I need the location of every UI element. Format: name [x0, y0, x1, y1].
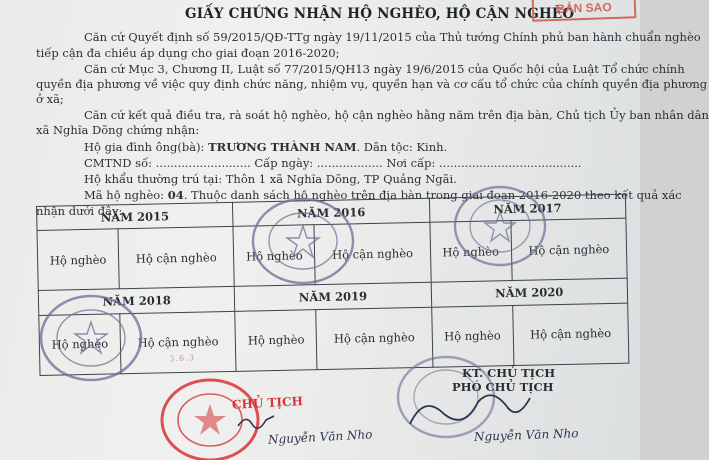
household-code-value: 04	[167, 188, 184, 202]
cell-2017-poor: Hộ nghèo	[430, 221, 512, 283]
household-code-line-2: nhận dưới đây:	[36, 204, 123, 218]
household-head-line	[84, 140, 447, 154]
right-signer-title-1: KT. CHỦ TỊCH	[462, 366, 556, 380]
cell-2015-poor: Hộ nghèo	[37, 229, 119, 291]
left-signature	[236, 412, 276, 432]
right-signature	[404, 384, 534, 430]
preamble-line-7: xã Nghĩa Dõng chứng nhận:	[36, 123, 200, 137]
seal-2018	[36, 292, 146, 384]
copy-stamp: BẢN SAO	[532, 0, 637, 22]
cell-2015-near-poor: Hộ cận nghèo	[118, 227, 235, 290]
preamble-line-4: quyền địa phương về việc quy định chức năng, nhiệm vụ, quyền hạn và cơ cấu tổ chức của chính quyền địa phương	[36, 77, 708, 91]
cell-2019-poor: Hộ nghèo	[235, 309, 317, 371]
right-signer-title-2: PHÓ CHỦ TỊCH	[452, 380, 554, 394]
seal-2016	[248, 196, 358, 286]
cell-2018-poor: Hộ nghèo	[39, 314, 121, 376]
year-2015-header: NĂM 2015	[37, 202, 234, 230]
household-ethnicity: . Dân tộc: Kinh.	[356, 140, 448, 154]
cell-2020-near-poor: Hộ cận nghèo	[512, 303, 629, 366]
preamble-line-6: Căn cứ kết quả điều tra, rà soát hộ nghèo, hộ cận nghèo hằng năm trên địa bàn, Chủ tịch Ủy ban nhân dân	[84, 108, 709, 122]
year-2019-header: NĂM 2019	[235, 283, 432, 311]
residence-line: Hộ khẩu thường trú tại: Thôn 1 xã Nghĩa Dõng, TP Quảng Ngãi.	[84, 172, 457, 186]
cell-2019-near-poor: Hộ cận nghèo	[316, 307, 433, 370]
year-2018-header: NĂM 2018	[38, 287, 235, 315]
preamble-line-2: tiếp cận đa chiều áp dụng cho giai đoạn 2016-2020;	[36, 46, 340, 60]
year-2017-header: NĂM 2017	[429, 194, 626, 222]
cell-2018-near-poor: Hộ cận nghèo	[120, 311, 237, 374]
seal-2017	[450, 184, 550, 268]
id-card-line: CMTND số: .......................... Cấp ngày: .................. Nơi cấp: .......................................	[84, 156, 582, 170]
cell-2020-poor: Hộ nghèo	[431, 305, 513, 367]
left-signer-title: CHỦ TỊCH	[231, 394, 304, 412]
left-signer-name: Nguyễn Văn Nho	[267, 427, 373, 447]
preamble-line-1: Căn cứ Quyết định số 59/2015/QĐ-TTg ngày 19/11/2015 của Thủ tướng Chính phủ ban hành chuẩn nghèo	[84, 30, 701, 44]
cell-2017-near-poor: Hộ cận nghèo	[511, 218, 628, 281]
year-2020-header: NĂM 2020	[431, 279, 628, 307]
preamble-line-3: Căn cứ Mục 3, Chương II, Luật số 77/2015/QH13 ngày 19/6/2015 của Quốc hội của Luật Tổ chức chính	[84, 62, 685, 76]
household-code-rest: . Thuộc danh sách hộ nghèo trên địa bàn trong giai đoạn 2016-2020 theo kết quả xác	[183, 188, 682, 202]
cell-2016-near-poor: Hộ cận nghèo	[314, 223, 431, 286]
date-stamp: 3.6.3	[169, 353, 196, 364]
cell-2016-poor: Hộ nghèo	[233, 225, 315, 287]
right-signer-name: Nguyễn Văn Nho	[473, 426, 579, 444]
household-head-label: Hộ gia đình ông(bà):	[84, 140, 209, 154]
year-2016-header: NĂM 2016	[233, 198, 430, 226]
household-code-label: Mã hộ nghèo:	[84, 188, 168, 202]
document-title: GIẤY CHỨNG NHẬN HỘ NGHÈO, HỘ CẬN NGHÈO	[185, 6, 575, 22]
preamble-line-5: ở xã;	[36, 92, 64, 106]
household-head-name: TRƯƠNG THÀNH NAM	[208, 140, 357, 154]
